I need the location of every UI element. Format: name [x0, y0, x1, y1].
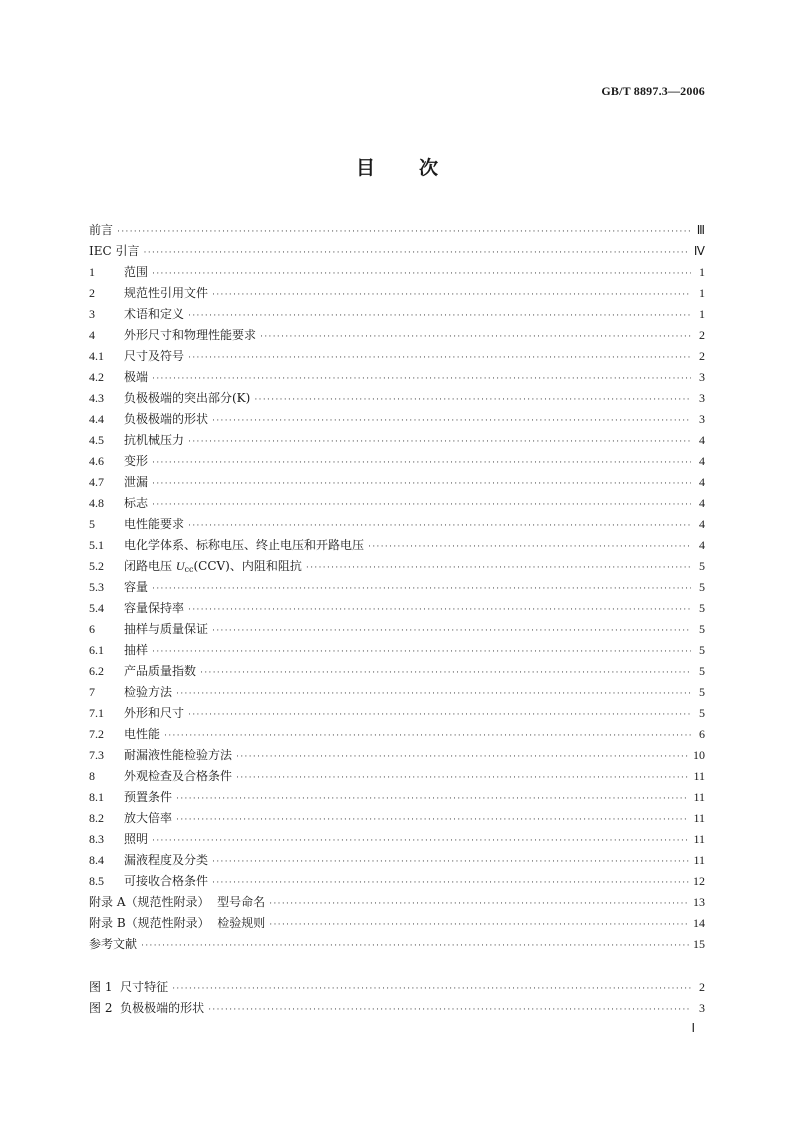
toc-page: 6 — [699, 727, 705, 741]
toc-number: 3 — [89, 307, 95, 321]
toc-number: 4 — [89, 328, 95, 342]
toc-page: 3 — [699, 370, 705, 384]
figure-page: 2 — [699, 980, 705, 994]
toc-entry-iec-intro[interactable] — [89, 241, 705, 261]
leader-dots — [152, 452, 691, 472]
toc-page: 4 — [699, 517, 705, 531]
leader-dots — [306, 557, 691, 577]
toc-label: 外形和尺寸 — [124, 706, 185, 720]
toc-label: 尺寸及符号 — [124, 349, 185, 363]
toc-entry[interactable] — [89, 430, 705, 450]
toc-entry-annex-b[interactable] — [89, 913, 705, 933]
toc-label: 变形 — [124, 454, 149, 468]
toc-entry[interactable] — [89, 871, 705, 891]
toc-page: 15 — [693, 937, 705, 951]
leader-dots — [188, 305, 691, 325]
toc-number: 7.3 — [89, 748, 104, 762]
leader-dots — [188, 431, 691, 451]
leader-dots — [200, 662, 691, 682]
toc-number: 7.2 — [89, 727, 104, 741]
toc-label-text: (CCV)、内阻和阻抗 — [193, 559, 302, 573]
toc-number: 4.7 — [89, 475, 104, 489]
toc-number: 8.1 — [89, 790, 104, 804]
toc-entry[interactable] — [89, 682, 705, 702]
leader-dots — [269, 893, 689, 913]
toc-entry[interactable] — [89, 451, 705, 471]
toc-page: 10 — [693, 748, 705, 762]
toc-label: 产品质量指数 — [124, 664, 197, 678]
toc-entry[interactable] — [89, 640, 705, 660]
toc-entry[interactable] — [89, 388, 705, 408]
leader-dots — [212, 620, 691, 640]
toc-page: 12 — [693, 874, 705, 888]
toc-label: 前言 — [89, 223, 114, 237]
toc-page: 1 — [699, 307, 705, 321]
toc-label: IEC 引言 — [89, 244, 140, 258]
toc-page: 4 — [699, 454, 705, 468]
toc-label: 预置条件 — [124, 790, 173, 804]
toc-label: 范围 — [124, 265, 149, 279]
toc-entry[interactable] — [89, 262, 705, 282]
leader-dots — [117, 221, 691, 241]
leader-dots — [188, 347, 691, 367]
toc-label: 标志 — [124, 496, 149, 510]
leader-dots — [152, 578, 691, 598]
variable-symbol: U — [175, 559, 185, 573]
toc-entry[interactable] — [89, 472, 705, 492]
leader-dots — [212, 851, 689, 871]
toc-page: 11 — [693, 811, 705, 825]
standard-code: GB/T 8897.3—2006 — [601, 84, 705, 98]
toc-number: 8.2 — [89, 811, 104, 825]
toc-page: Ⅲ — [696, 223, 705, 237]
toc-page: 3 — [699, 412, 705, 426]
toc-number: 7 — [89, 685, 95, 699]
toc-page: 11 — [693, 790, 705, 804]
leader-dots — [236, 746, 689, 766]
leader-dots — [236, 767, 689, 787]
toc-page: 11 — [693, 853, 705, 867]
leader-dots — [141, 935, 689, 955]
leader-dots — [254, 389, 691, 409]
toc-entry[interactable] — [89, 304, 705, 324]
toc-page: 4 — [699, 475, 705, 489]
toc-number: 6.1 — [89, 643, 104, 657]
toc-entry[interactable] — [89, 535, 705, 555]
leader-dots — [176, 683, 691, 703]
toc-entry[interactable] — [89, 787, 705, 807]
toc-number: 2 — [89, 286, 95, 300]
leader-dots — [212, 872, 689, 892]
toc-entry[interactable] — [89, 283, 705, 303]
toc-page: 4 — [699, 538, 705, 552]
toc-entry[interactable] — [89, 724, 705, 744]
toc-label: 检验方法 — [124, 685, 173, 699]
toc-label: 极端 — [124, 370, 149, 384]
toc-label-text: 闭路电压 — [124, 559, 176, 573]
toc-page: 5 — [699, 622, 705, 636]
title-char-2: 次 — [419, 157, 439, 179]
toc-entry[interactable] — [89, 598, 705, 618]
toc-entry[interactable] — [89, 493, 705, 513]
leader-dots — [152, 263, 691, 283]
toc-entry[interactable] — [89, 556, 705, 576]
toc-entry[interactable] — [89, 766, 705, 786]
toc-entry[interactable] — [89, 703, 705, 723]
toc-number: 1 — [89, 265, 95, 279]
figure-label: 图 1 尺寸特征 — [89, 980, 169, 994]
toc-number: 8.3 — [89, 832, 104, 846]
toc-number: 6.2 — [89, 664, 104, 678]
toc-entry[interactable] — [89, 367, 705, 387]
leader-dots — [188, 599, 691, 619]
toc-label: 抗机械压力 — [124, 433, 185, 447]
leader-dots — [176, 809, 689, 829]
toc-page: 5 — [699, 664, 705, 678]
toc-label: 容量保持率 — [124, 601, 185, 615]
figure-page: 3 — [699, 1001, 705, 1015]
toc-number: 8.4 — [89, 853, 104, 867]
toc-page: 2 — [699, 328, 705, 342]
toc-label: 放大倍率 — [124, 811, 173, 825]
figure-label: 图 2 负极极端的形状 — [89, 1001, 205, 1015]
toc-entry[interactable] — [89, 850, 705, 870]
toc-page: Ⅳ — [693, 244, 705, 258]
toc-label: 容量 — [124, 580, 149, 594]
toc-label: 外观检查及合格条件 — [124, 769, 233, 783]
toc-page: 1 — [699, 286, 705, 300]
toc-number: 4.5 — [89, 433, 104, 447]
leader-dots — [260, 326, 691, 346]
toc-label: 外形尺寸和物理性能要求 — [124, 328, 257, 342]
toc-number: 6 — [89, 622, 95, 636]
toc-number: 4.8 — [89, 496, 104, 510]
toc-entry[interactable] — [89, 745, 705, 765]
leader-dots — [188, 704, 691, 724]
toc-page: 3 — [699, 391, 705, 405]
toc-page: 13 — [693, 895, 705, 909]
toc-number: 8.5 — [89, 874, 104, 888]
toc-number: 5.3 — [89, 580, 104, 594]
toc-label: 可接收合格条件 — [124, 874, 209, 888]
toc-label: 电化学体系、标称电压、终止电压和开路电压 — [124, 538, 365, 552]
leader-dots — [368, 536, 691, 556]
toc-page: 4 — [699, 496, 705, 510]
toc-label: 参考文献 — [89, 937, 138, 951]
toc-entry[interactable] — [89, 661, 705, 681]
toc-page: 14 — [693, 916, 705, 930]
leader-dots — [188, 515, 691, 535]
toc-entry[interactable] — [89, 514, 705, 534]
toc-page: 5 — [699, 559, 705, 573]
page-number: Ⅰ — [691, 1021, 695, 1035]
page-title — [0, 153, 794, 180]
toc-label: 规范性引用文件 — [124, 286, 209, 300]
toc-label: 电性能 — [124, 727, 161, 741]
toc-entry-bibliography[interactable] — [89, 934, 705, 954]
leader-dots — [208, 999, 691, 1019]
toc-page: 5 — [699, 685, 705, 699]
toc-entry[interactable] — [89, 829, 705, 849]
toc-number: 4.3 — [89, 391, 104, 405]
toc-number: 7.1 — [89, 706, 104, 720]
title-char-1: 目 — [355, 157, 375, 179]
toc-page: 11 — [693, 769, 705, 783]
toc-number: 4.1 — [89, 349, 104, 363]
toc-entry-foreword[interactable] — [89, 220, 705, 240]
toc-label: 负极极端的突出部分(K) — [124, 391, 251, 405]
toc-page: 5 — [699, 601, 705, 615]
toc-number: 5 — [89, 517, 95, 531]
toc-page: 11 — [693, 832, 705, 846]
toc-number: 4.2 — [89, 370, 104, 384]
toc-page: 4 — [699, 433, 705, 447]
toc-entry[interactable] — [89, 619, 705, 639]
toc-page: 5 — [699, 643, 705, 657]
leader-dots — [144, 242, 690, 262]
toc-label: 电性能要求 — [124, 517, 185, 531]
leader-dots — [212, 284, 691, 304]
leader-dots — [212, 410, 691, 430]
toc-number: 5.4 — [89, 601, 104, 615]
toc-page: 5 — [699, 706, 705, 720]
toc-entry-annex-a[interactable] — [89, 892, 705, 912]
toc-label: 耐漏液性能检验方法 — [124, 748, 233, 762]
toc-number: 8 — [89, 769, 95, 783]
toc-number: 5.2 — [89, 559, 104, 573]
toc-entry[interactable] — [89, 808, 705, 828]
toc-label: 照明 — [124, 832, 149, 846]
leader-dots — [152, 473, 691, 493]
toc-page: 1 — [699, 265, 705, 279]
toc-label: 附录 A（规范性附录） 型号命名 — [89, 895, 266, 909]
leader-dots — [269, 914, 689, 934]
toc-label: 漏液程度及分类 — [124, 853, 209, 867]
toc-number: 4.4 — [89, 412, 104, 426]
toc-page: 2 — [699, 349, 705, 363]
toc-label: 泄漏 — [124, 475, 149, 489]
leader-dots — [152, 830, 689, 850]
toc-entry[interactable] — [89, 577, 705, 597]
toc-entry[interactable] — [89, 409, 705, 429]
toc-page: 5 — [699, 580, 705, 594]
toc-entry[interactable] — [89, 325, 705, 345]
toc-number: 5.1 — [89, 538, 104, 552]
toc-label: 抽样与质量保证 — [124, 622, 209, 636]
toc-number: 4.6 — [89, 454, 104, 468]
toc-entry[interactable] — [89, 346, 705, 366]
leader-dots — [152, 368, 691, 388]
toc-label: 负极极端的形状 — [124, 412, 209, 426]
leader-dots — [172, 978, 691, 998]
toc-label: 附录 B（规范性附录） 检验规则 — [89, 916, 266, 930]
figure-entry[interactable] — [89, 977, 705, 997]
leader-dots — [164, 725, 691, 745]
variable-subscript: cc — [184, 565, 194, 574]
figure-entry[interactable] — [89, 998, 705, 1018]
leader-dots — [176, 788, 689, 808]
toc-label: 抽样 — [124, 643, 149, 657]
toc-label: 术语和定义 — [124, 307, 185, 321]
leader-dots — [152, 641, 691, 661]
leader-dots — [152, 494, 691, 514]
